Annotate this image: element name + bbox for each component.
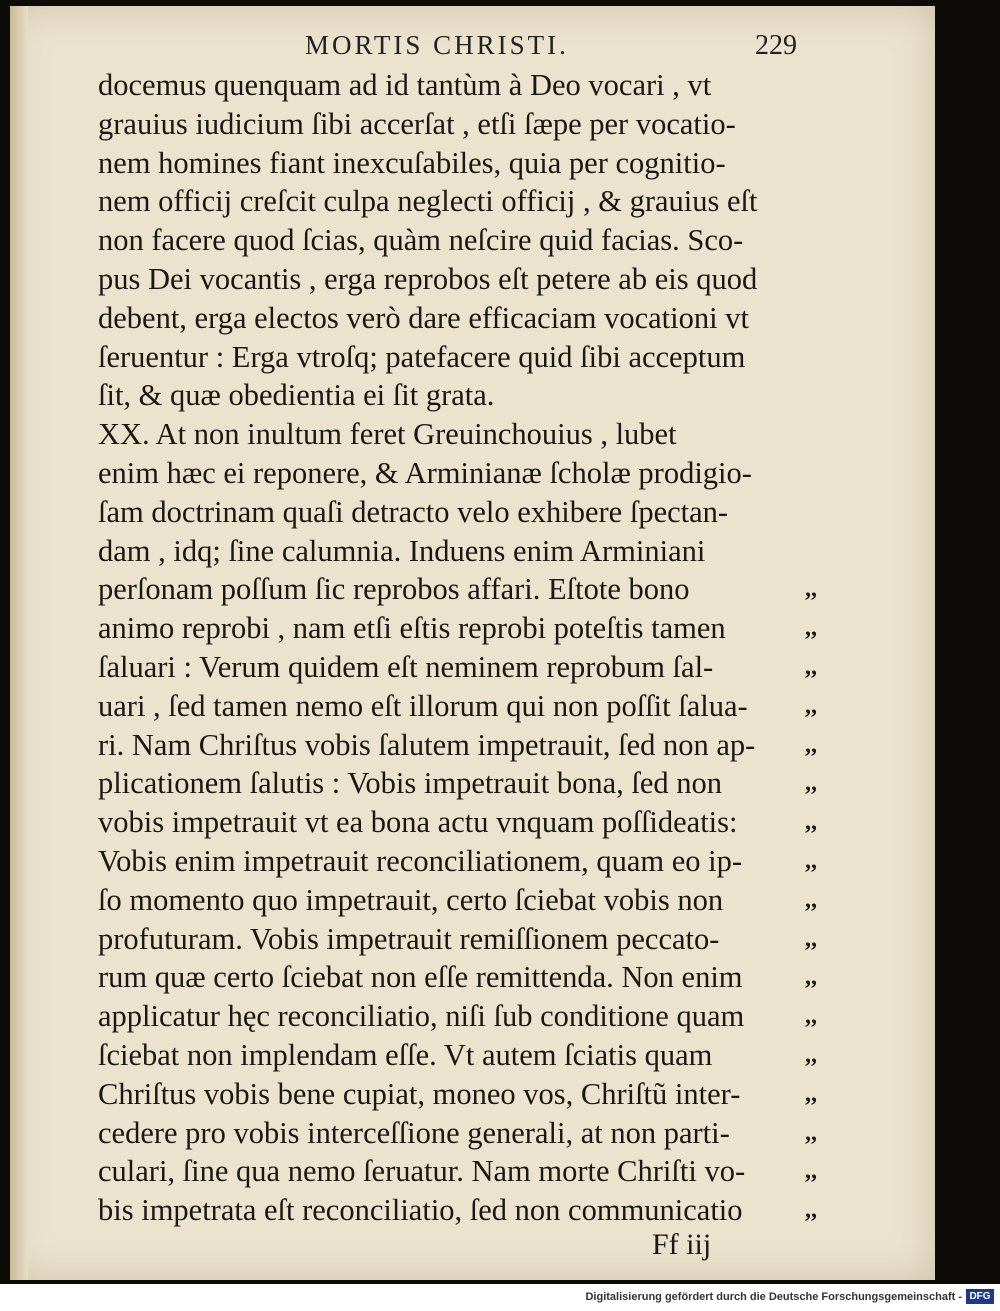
quote-mark: ,, bbox=[805, 925, 817, 952]
quote-mark: ,, bbox=[805, 576, 817, 603]
running-title: MORTIS CHRISTI. bbox=[305, 30, 569, 60]
text-line bbox=[98, 726, 826, 765]
line-text: non facere quod ſcias, quàm neſcire quid facias. Sco- bbox=[98, 223, 744, 258]
quote-mark: ,, bbox=[805, 1158, 817, 1185]
line-text: ri. Nam Chriſtus vobis ſalutem impetrauit, ſed non ap- bbox=[98, 727, 756, 762]
text-line bbox=[98, 609, 826, 648]
line-text: dam , idq; ſine calumnia. Induens enim Arminiani bbox=[98, 533, 706, 568]
line-text: debent, erga electos verò dare efficaciam vocationi vt bbox=[98, 300, 749, 335]
quote-mark: ,, bbox=[805, 692, 817, 719]
quote-mark: ,, bbox=[805, 886, 817, 913]
text-line bbox=[98, 881, 826, 920]
page-number: 229 bbox=[755, 30, 797, 61]
text-line bbox=[98, 66, 826, 105]
quote-mark: ,, bbox=[805, 1119, 817, 1146]
quote-mark: ,, bbox=[805, 1041, 817, 1068]
line-text: nem officij creſcit culpa neglecti officij , & grauius eſt bbox=[98, 184, 758, 219]
quote-mark: ,, bbox=[805, 1197, 817, 1224]
line-text: nem homines fiant inexcuſabiles, quia per cognitio- bbox=[98, 145, 726, 180]
line-text: uari , ſed tamen nemo eſt illorum qui non poſſit ſalua- bbox=[98, 688, 748, 723]
body-text bbox=[98, 66, 826, 1230]
text-line bbox=[98, 105, 826, 144]
text-line bbox=[98, 532, 826, 571]
text-line bbox=[98, 493, 826, 532]
text-line bbox=[98, 221, 826, 260]
line-text: ſciebat non implendam eſſe. Vt autem ſciatis quam bbox=[98, 1037, 713, 1072]
text-line bbox=[98, 454, 826, 493]
line-text: enim hæc ei reponere, & Arminianæ ſcholæ prodigio- bbox=[98, 455, 752, 490]
line-text: grauius iudicium ſibi accerſat , etſi ſæpe per vocatio- bbox=[98, 106, 736, 141]
quote-mark: ,, bbox=[805, 809, 817, 836]
line-text: XX. At non inultum feret Greuinchouius , lubet bbox=[98, 417, 677, 452]
quote-mark: ,, bbox=[805, 770, 817, 797]
line-text: ſeruentur : Erga vtroſq; patefacere quid ſibi acceptum bbox=[98, 339, 746, 374]
text-line bbox=[98, 1152, 826, 1191]
line-text: ſit, & quæ obedientia ei ſit grata. bbox=[98, 378, 495, 413]
text-line bbox=[98, 338, 826, 377]
line-text: culari, ſine qua nemo ſeruatur. Nam morte Chriſti vo- bbox=[98, 1154, 746, 1189]
text-line bbox=[98, 144, 826, 183]
line-text: plicationem ſalutis : Vobis impetrauit bona, ſed non bbox=[98, 766, 723, 801]
quote-mark: ,, bbox=[805, 653, 817, 680]
text-line bbox=[98, 920, 826, 959]
page-header bbox=[100, 24, 810, 64]
quote-mark: ,, bbox=[805, 1003, 817, 1030]
line-text: ſam doctrinam quaſi detracto velo exhibere ſpectan- bbox=[98, 494, 729, 529]
page-edge bbox=[10, 6, 28, 1280]
text-line bbox=[98, 958, 826, 997]
text-line bbox=[98, 1114, 826, 1153]
footer-credit: Digitalisierung gefördert durch die Deutsche Forschungsgemeinschaft - bbox=[585, 1291, 962, 1303]
text-line bbox=[98, 1191, 826, 1230]
quote-mark: ,, bbox=[805, 615, 817, 642]
line-text: cedere pro vobis interceſſione generali, at non parti- bbox=[98, 1115, 730, 1150]
quote-mark: ,, bbox=[805, 1080, 817, 1107]
line-text: docemus quenquam ad id tantùm à Deo vocari , vt bbox=[98, 68, 712, 102]
line-text: bis impetrata eſt reconciliatio, ſed non communicatio bbox=[98, 1193, 743, 1228]
dfg-logo: DFG bbox=[966, 1289, 994, 1304]
text-line bbox=[98, 182, 826, 221]
line-text: ſo momento quo impetrauit, certo ſciebat vobis non bbox=[98, 882, 724, 917]
quote-mark: ,, bbox=[805, 964, 817, 991]
text-line bbox=[98, 842, 826, 881]
text-line bbox=[98, 687, 826, 726]
line-text: Chriſtus vobis bene cupiat, moneo vos, Chriſtũ inter- bbox=[98, 1076, 741, 1111]
text-line bbox=[98, 1036, 826, 1075]
text-line bbox=[98, 1075, 826, 1114]
line-text: perſonam poſſum ſic reprobos affari. Eſtote bono bbox=[98, 572, 690, 607]
quote-mark: ,, bbox=[805, 731, 817, 758]
text-line bbox=[98, 997, 826, 1036]
footer-bar bbox=[0, 1284, 1000, 1311]
text-line bbox=[98, 260, 826, 299]
line-text: pus Dei vocantis , erga reprobos eſt petere ab eis quod bbox=[98, 261, 758, 296]
line-text: Vobis enim impetrauit reconciliationem, quam eo ip- bbox=[98, 843, 743, 878]
line-text: profuturam. Vobis impetrauit remiſſionem peccato- bbox=[98, 921, 720, 956]
text-line bbox=[98, 803, 826, 842]
signature-mark: Ff iij bbox=[652, 1228, 712, 1261]
text-line bbox=[98, 764, 826, 803]
line-text: ſaluari : Verum quidem eſt neminem reprobum ſal- bbox=[98, 649, 714, 684]
quote-mark: ,, bbox=[805, 847, 817, 874]
text-line bbox=[98, 376, 826, 415]
text-line bbox=[98, 648, 826, 687]
line-text: animo reprobi , nam etſi eſtis reprobi poteſtis tamen bbox=[98, 611, 726, 646]
text-line bbox=[98, 415, 826, 454]
line-text: rum quæ certo ſciebat non eſſe remittenda. Non enim bbox=[98, 960, 743, 995]
text-line bbox=[98, 299, 826, 338]
line-text: vobis impetrauit vt ea bona actu vnquam poſſideatis: bbox=[98, 805, 738, 840]
line-text: applicatur hęc reconciliatio, niſi ſub conditione quam bbox=[98, 999, 745, 1034]
text-line bbox=[98, 570, 826, 609]
